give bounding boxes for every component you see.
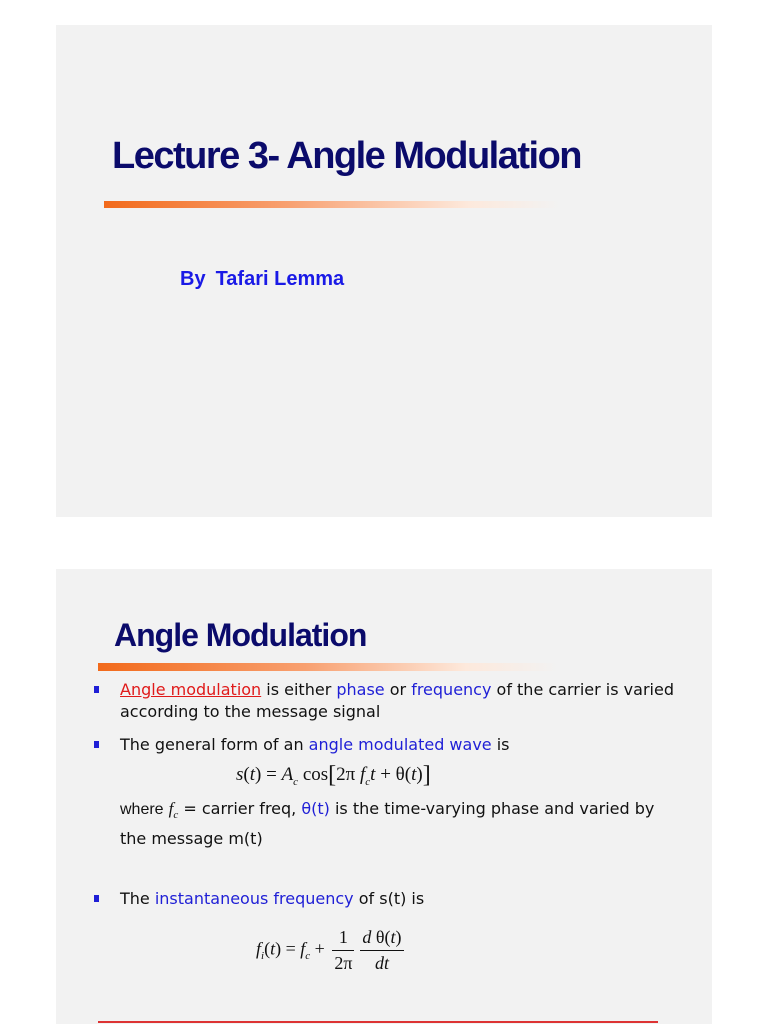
term-angle-modulated-wave: angle modulated wave <box>308 735 492 754</box>
slide-title: Angle Modulation <box>114 617 367 653</box>
equation-modulated-wave: $s(t) = A_c$ cos[2π $f_ct + \theta(t)$] <box>236 762 431 788</box>
term-frequency: frequency <box>411 680 492 699</box>
bullet-marker-icon <box>94 741 99 748</box>
term-instantaneous-frequency: instantaneous frequency <box>154 889 354 908</box>
bullet-marker-icon <box>94 686 99 693</box>
title-underline <box>104 201 560 208</box>
term-phase: phase <box>336 680 385 699</box>
title-underline <box>98 663 558 671</box>
term-angle-modulation: Angle modulation <box>120 680 262 699</box>
bullet-angle-modulation: Angle modulation is either phase or frequency of the carrier is varied according to the message signal <box>94 679 674 723</box>
bullet-instantaneous-frequency: The instantaneous frequency of s(t) is <box>94 888 674 910</box>
content-slide <box>56 569 712 1024</box>
bullet-marker-icon <box>94 895 99 902</box>
author-by: By <box>180 268 206 290</box>
term-theta: θ(t) <box>301 799 330 818</box>
author-name: Tafari Lemma <box>215 268 345 290</box>
title-slide <box>56 25 712 517</box>
author-line <box>180 268 344 291</box>
equation-instantaneous-frequency: $f_i(t) = f_c$ + $\frac{1}{2\pi}$ $\frac{\text{d θ(t)}}{dt}$ <box>256 927 402 973</box>
bullet-general-form: The general form of an angle modulated wave is <box>94 734 674 756</box>
lecture-title: Lecture 3- Angle Modulation <box>112 135 581 177</box>
bottom-divider <box>98 1021 658 1023</box>
where-description: where $f_c$ = carrier freq, θ(t) is the time-varying phase and varied by the message m(t) <box>120 799 655 849</box>
